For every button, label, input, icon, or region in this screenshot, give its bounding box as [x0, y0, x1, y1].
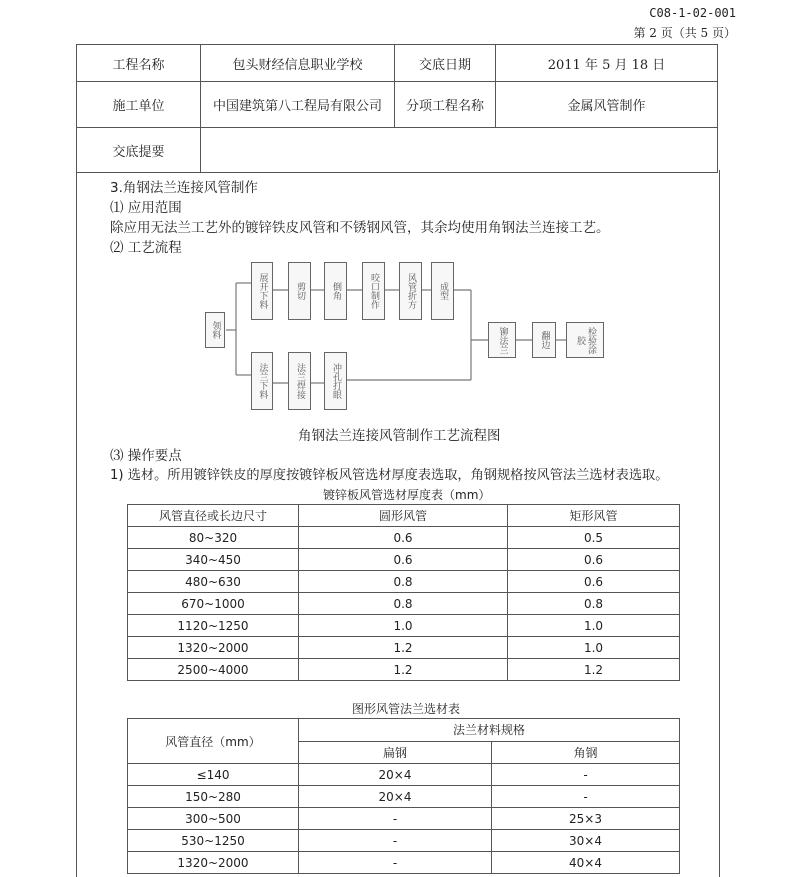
- contractor-label: 施工单位: [77, 82, 201, 128]
- table-row: [128, 764, 680, 786]
- flow-bottom-2: 法兰焊接: [288, 352, 311, 410]
- project-name-label: 工程名称: [77, 45, 201, 82]
- table-cell: 0.6: [299, 549, 508, 571]
- date-value: 2011 年 5 月 18 日: [496, 45, 718, 82]
- summary-label: 交底提要: [77, 128, 201, 173]
- table2-caption: 图形风管法兰选材表: [352, 702, 461, 716]
- process-heading: ⑵ 工艺流程: [110, 240, 182, 256]
- flow-top-1: 展开下料: [251, 262, 273, 320]
- table2-col1-header: 风管直径（mm）: [128, 719, 299, 764]
- flow-caption: 角钢法兰连接风管制作工艺流程图: [298, 428, 501, 444]
- ops-text: 1) 选材。所用镀锌铁皮的厚度按镀锌板风管选材厚度表选取，角钢规格按风管法兰选材表选取。: [110, 468, 669, 483]
- table-cell: -: [299, 830, 492, 852]
- table-cell: 1320~2000: [128, 852, 299, 874]
- table-cell: 530~1250: [128, 830, 299, 852]
- table-row: [128, 786, 680, 808]
- table1-header: 风管直径或长边尺寸: [128, 505, 299, 527]
- flow-top-3: 倒角: [324, 262, 347, 320]
- table-cell: 40×4: [492, 852, 680, 874]
- table1: [127, 504, 680, 681]
- table1-header: 矩形风管: [508, 505, 680, 527]
- table-cell: 1320~2000: [128, 637, 299, 659]
- table-cell: 80~320: [128, 527, 299, 549]
- table-cell: 0.6: [508, 549, 680, 571]
- table-cell: -: [492, 786, 680, 808]
- section-title: 3.角钢法兰连接风管制作: [110, 180, 258, 196]
- table2-group-header: 法兰材料规格: [299, 719, 680, 742]
- ops-heading: ⑶ 操作要点: [110, 448, 182, 464]
- table-row: [128, 571, 680, 593]
- flow-top-2: 剪切: [288, 262, 311, 320]
- table-cell: 0.8: [299, 593, 508, 615]
- flow-top-6: 成型: [431, 262, 454, 320]
- table-row: [128, 637, 680, 659]
- table-cell: 30×4: [492, 830, 680, 852]
- subproject-value: 金属风管制作: [496, 82, 718, 128]
- flow-start: 领料: [205, 312, 225, 348]
- flow-bottom-3: 冲孔打眼: [324, 352, 347, 410]
- flow-top-4: 咬口制作: [362, 262, 385, 320]
- flow-bottom-1: 法兰下料: [251, 352, 273, 410]
- table2-subheader: 扁钢: [299, 741, 492, 764]
- header-table: [76, 44, 718, 173]
- scope-heading: ⑴ 应用范围: [110, 200, 182, 216]
- flow-end-2: 翻边: [532, 322, 556, 358]
- table-cell: -: [492, 764, 680, 786]
- table1-header: 圆形风管: [299, 505, 508, 527]
- subproject-label: 分项工程名称: [395, 82, 496, 128]
- summary-value: [201, 128, 718, 173]
- table-cell: 1120~1250: [128, 615, 299, 637]
- table-cell: 1.0: [299, 615, 508, 637]
- scope-text: 除应用无法兰工艺外的镀锌铁皮风管和不锈钢风管，其余均使用角钢法兰连接工艺。: [110, 220, 610, 236]
- contractor-value: 中国建筑第八工程局有限公司: [201, 82, 395, 128]
- flow-top-5: 风管折方: [399, 262, 422, 320]
- table-cell: 0.6: [508, 571, 680, 593]
- table2: [127, 718, 680, 874]
- document-code: C08-1-02-001: [649, 6, 736, 20]
- table-cell: 25×3: [492, 808, 680, 830]
- flow-end-1: 铆法兰: [488, 322, 516, 358]
- table-row: [128, 852, 680, 874]
- table-cell: 480~630: [128, 571, 299, 593]
- table-cell: 1.2: [508, 659, 680, 681]
- table-cell: -: [299, 852, 492, 874]
- table-row: [128, 830, 680, 852]
- table-cell: 300~500: [128, 808, 299, 830]
- table-row: [128, 615, 680, 637]
- table-row: [128, 593, 680, 615]
- table-cell: 20×4: [299, 786, 492, 808]
- date-label: 交底日期: [395, 45, 496, 82]
- table-cell: 1.0: [508, 637, 680, 659]
- table-cell: 150~280: [128, 786, 299, 808]
- table-cell: 20×4: [299, 764, 492, 786]
- table-cell: 670~1000: [128, 593, 299, 615]
- table-cell: 1.2: [299, 637, 508, 659]
- flow-end-3: 检验涂胶: [566, 322, 604, 358]
- table-cell: 0.6: [299, 527, 508, 549]
- table-cell: 0.5: [508, 527, 680, 549]
- table-cell: 1.0: [508, 615, 680, 637]
- table-cell: 0.8: [299, 571, 508, 593]
- table-row: [128, 549, 680, 571]
- project-name: 包头财经信息职业学校: [201, 45, 395, 82]
- table-cell: 2500~4000: [128, 659, 299, 681]
- table-cell: 1.2: [299, 659, 508, 681]
- table-row: [128, 808, 680, 830]
- table-cell: 340~450: [128, 549, 299, 571]
- table-row: [128, 527, 680, 549]
- table1-caption: 镀锌板风管选材厚度表（mm）: [323, 488, 491, 502]
- table-cell: 0.8: [508, 593, 680, 615]
- table2-subheader: 角钢: [492, 741, 680, 764]
- table-cell: -: [299, 808, 492, 830]
- table-row: [128, 659, 680, 681]
- page-info: 第 2 页（共 5 页）: [633, 26, 736, 40]
- table-cell: ≤140: [128, 764, 299, 786]
